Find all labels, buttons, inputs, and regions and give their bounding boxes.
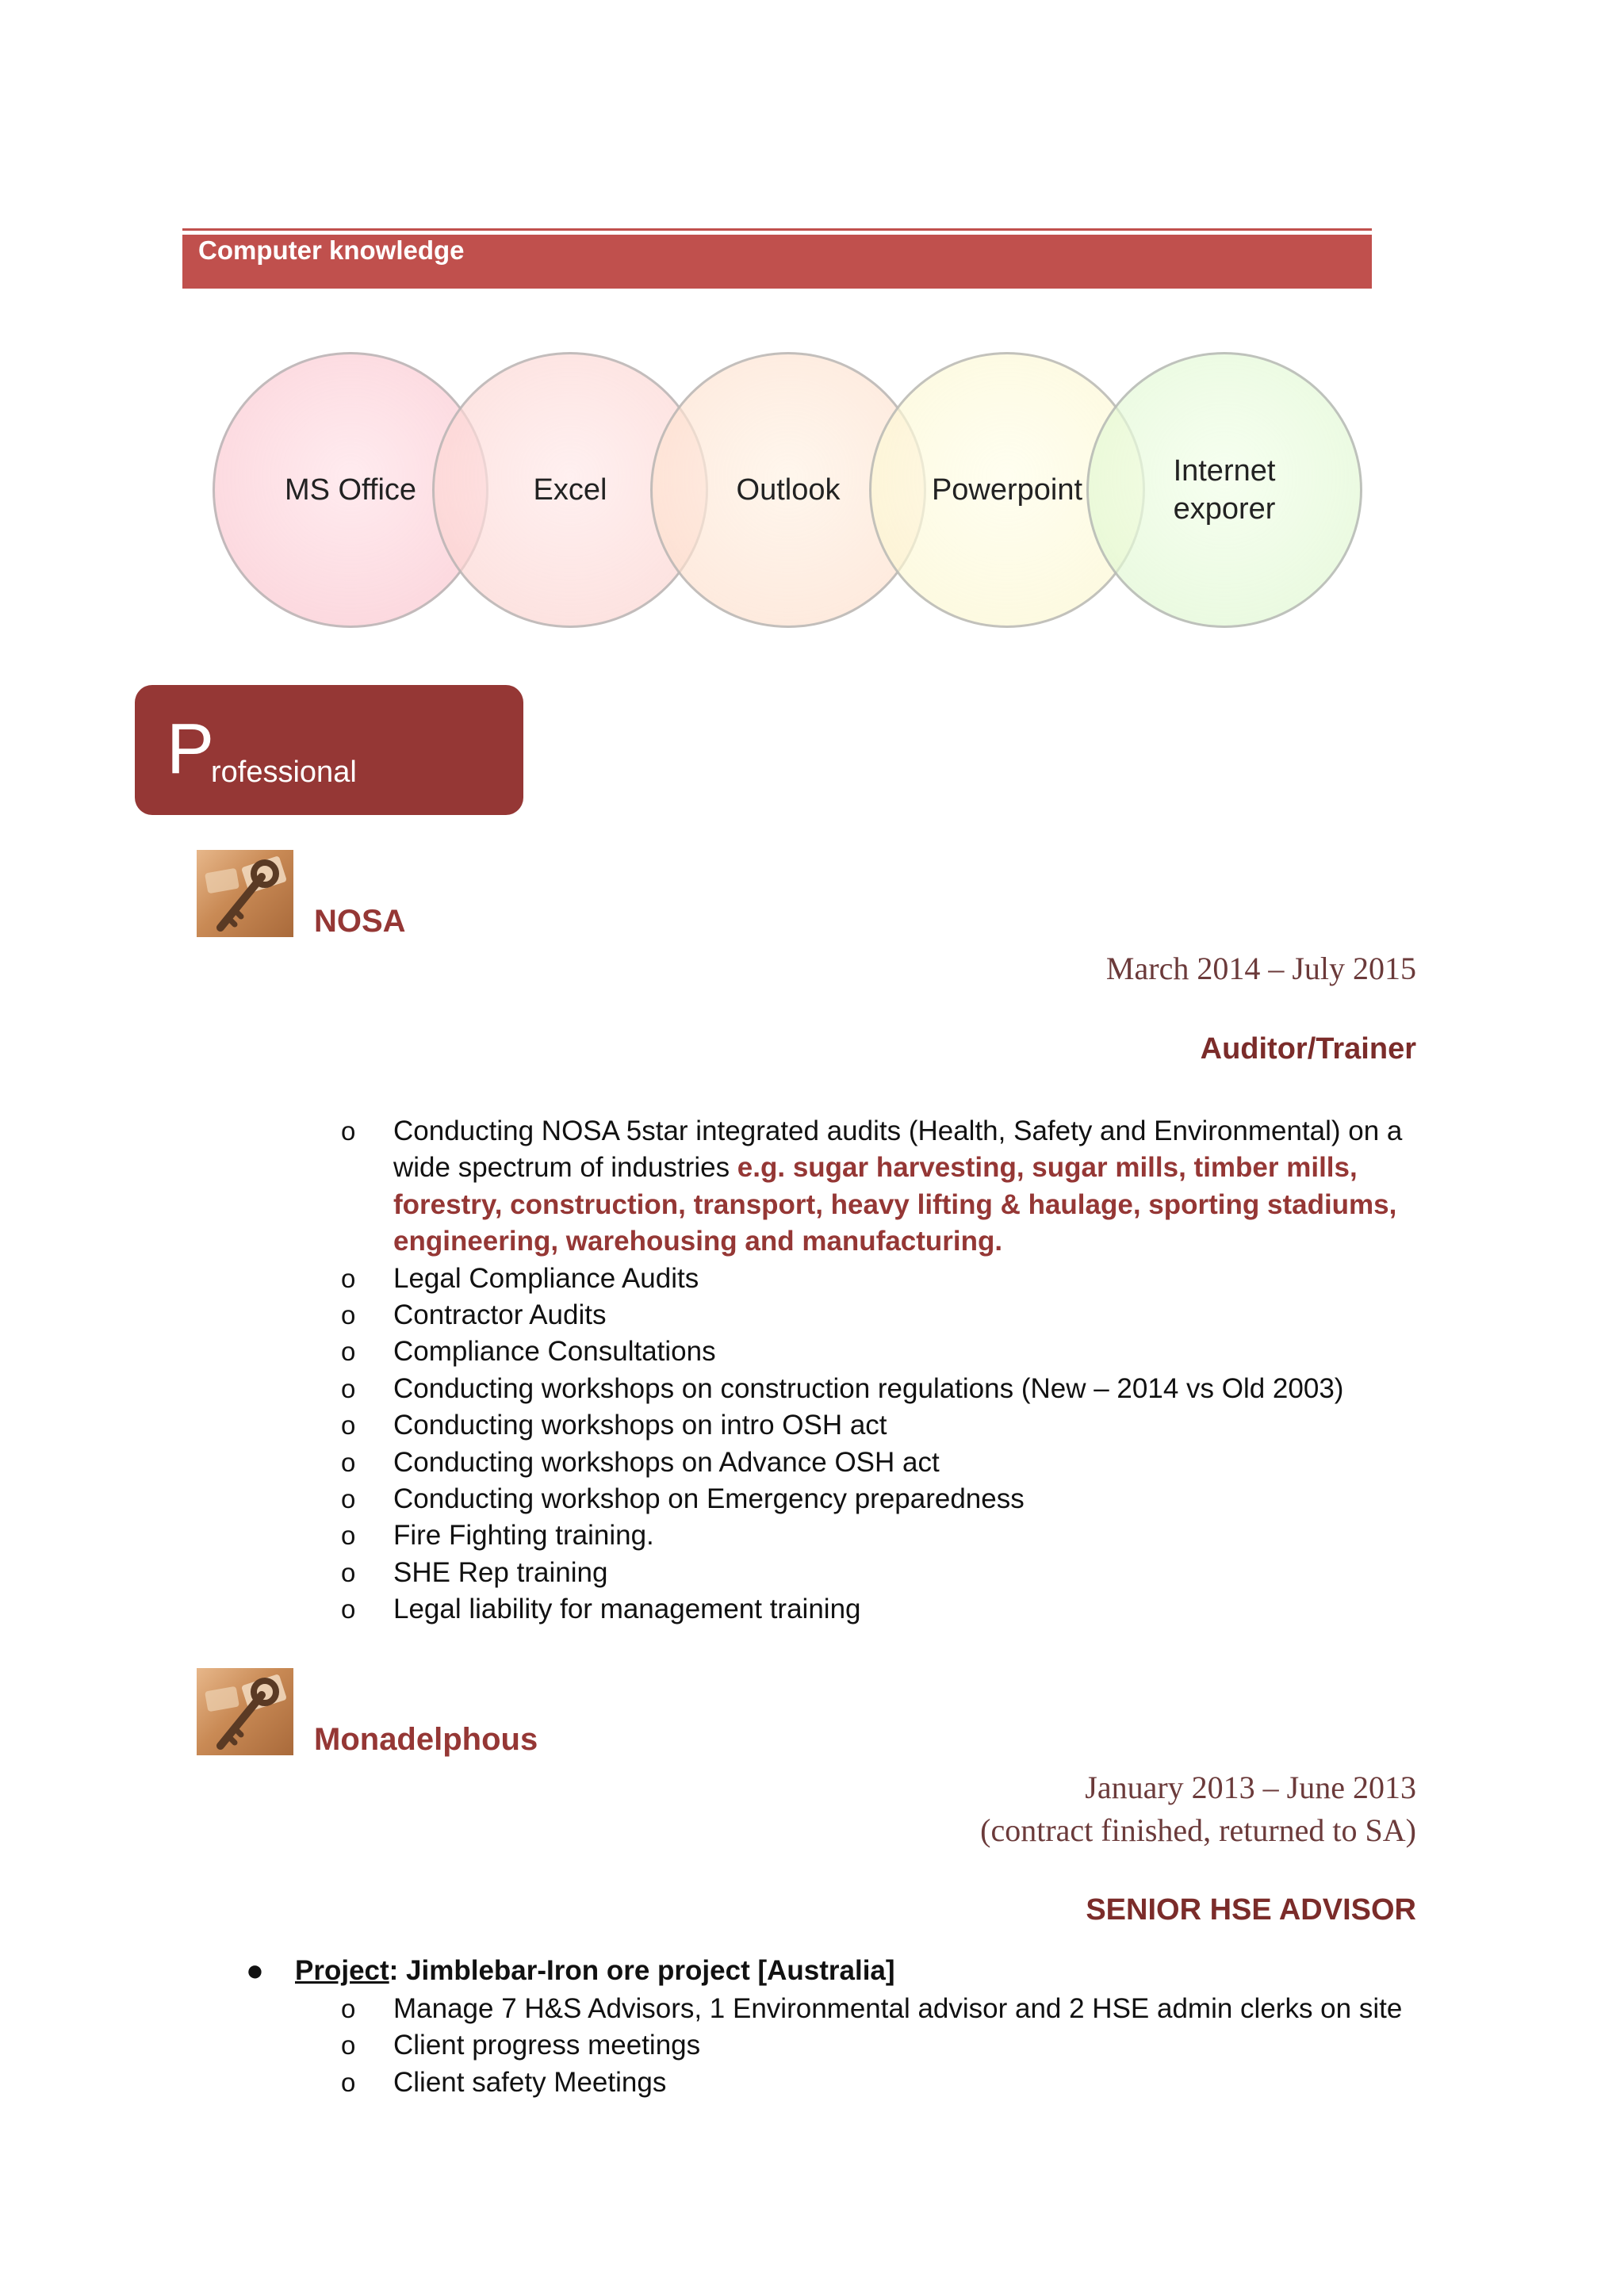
duty-text: Conducting workshops on construction regulations (New – 2014 vs Old 2003) xyxy=(393,1372,1344,1404)
industries-highlight: e.g. sugar harvesting, sugar mills, timber mills, forestry, construction, transport, heavy lifting & haulage, sporting stadiums, engineering, warehousing and manufacturing. xyxy=(393,1152,1397,1257)
company-key-icon xyxy=(197,1668,293,1755)
list-bullet: o xyxy=(341,1263,356,1293)
list-item xyxy=(341,2064,1419,2101)
duty-text: Fire Fighting training. xyxy=(393,1520,654,1552)
job-title-nosa: Auditor/Trainer xyxy=(1200,1032,1416,1066)
list-bullet: o xyxy=(341,1484,356,1514)
list-bullet: o xyxy=(341,2030,356,2061)
list-item xyxy=(341,1591,1419,1628)
duty-text: Manage 7 H&S Advisors, 1 Environmental advisor and 2 HSE admin clerks on site xyxy=(393,1993,1403,2024)
professional-title-rest: rofessional xyxy=(211,756,357,789)
list-bullet: o xyxy=(341,1300,356,1330)
list-item xyxy=(341,1991,1419,2027)
employment-note-monadelphous: (contract finished, returned to SA) xyxy=(980,1812,1416,1848)
duty-text: Client safety Meetings xyxy=(393,2066,667,2098)
list-bullet: o xyxy=(341,1994,356,2023)
skill-circle-internet-explorer xyxy=(1086,352,1362,628)
list-item xyxy=(341,1371,1419,1407)
list-item xyxy=(341,1113,1419,1261)
list-item xyxy=(341,1517,1419,1554)
company-key-icon xyxy=(197,850,293,937)
duty-text: Conducting workshops on intro OSH act xyxy=(393,1410,887,1441)
monadelphous-duties-list xyxy=(341,1991,1419,2101)
duty-text: Legal Compliance Audits xyxy=(393,1262,699,1294)
project-description: : Jimblebar-Iron ore project [Australia] xyxy=(389,1955,895,1986)
duty-text: Compliance Consultations xyxy=(393,1336,716,1368)
employment-dates-nosa: March 2014 – July 2015 xyxy=(1105,951,1416,986)
list-bullet: o xyxy=(341,1447,356,1477)
list-item xyxy=(341,1334,1419,1370)
list-bullet: o xyxy=(341,1337,356,1367)
professional-initial: P xyxy=(167,710,215,789)
section-rule xyxy=(182,228,1372,231)
list-item xyxy=(341,1261,1419,1297)
duty-text: Conducting NOSA 5star integrated audits (Health, Safety and Environmental) on a wide spectrum of industries xyxy=(393,1115,1403,1184)
skill-label-line2: exporer xyxy=(1173,492,1276,526)
computer-knowledge-title: Computer knowledge xyxy=(198,235,465,265)
list-bullet: o xyxy=(341,1557,356,1587)
list-bullet: o xyxy=(341,1521,356,1551)
skill-label: Excel xyxy=(533,473,607,507)
list-item xyxy=(341,2027,1419,2064)
skill-label: MS Office xyxy=(284,473,417,507)
duty-text: Legal liability for management training xyxy=(393,1594,861,1625)
main-bullet: ● xyxy=(246,1954,264,1988)
company-name-monadelphous: Monadelphous xyxy=(314,1722,538,1757)
list-bullet: o xyxy=(341,1373,356,1403)
duty-text: Conducting workshops on Advance OSH act xyxy=(393,1446,940,1478)
list-item xyxy=(341,1297,1419,1334)
nosa-duties-list xyxy=(341,1113,1419,1628)
list-item xyxy=(341,1555,1419,1591)
professional-section-tab xyxy=(135,685,523,815)
employment-dates-monadelphous: January 2013 – June 2013 xyxy=(1085,1770,1416,1805)
list-bullet: o xyxy=(341,2067,356,2097)
list-item xyxy=(341,1445,1419,1481)
duty-text: Conducting workshop on Emergency preparedness xyxy=(393,1483,1025,1515)
job-title-monadelphous: SENIOR HSE ADVISOR xyxy=(1086,1893,1416,1927)
list-item xyxy=(341,1407,1419,1444)
duty-text: Contractor Audits xyxy=(393,1299,607,1331)
company-name-nosa: NOSA xyxy=(314,904,406,939)
project-label: Project xyxy=(295,1955,389,1986)
list-bullet: o xyxy=(341,1116,356,1146)
list-bullet: o xyxy=(341,1594,356,1624)
list-bullet: o xyxy=(341,1410,356,1441)
skill-label: Internet xyxy=(1173,454,1276,488)
list-item xyxy=(341,1481,1419,1517)
skill-label: Powerpoint xyxy=(931,473,1083,507)
skill-label: Outlook xyxy=(736,473,841,507)
duty-text: Client progress meetings xyxy=(393,2030,701,2061)
duty-text: SHE Rep training xyxy=(393,1556,608,1588)
